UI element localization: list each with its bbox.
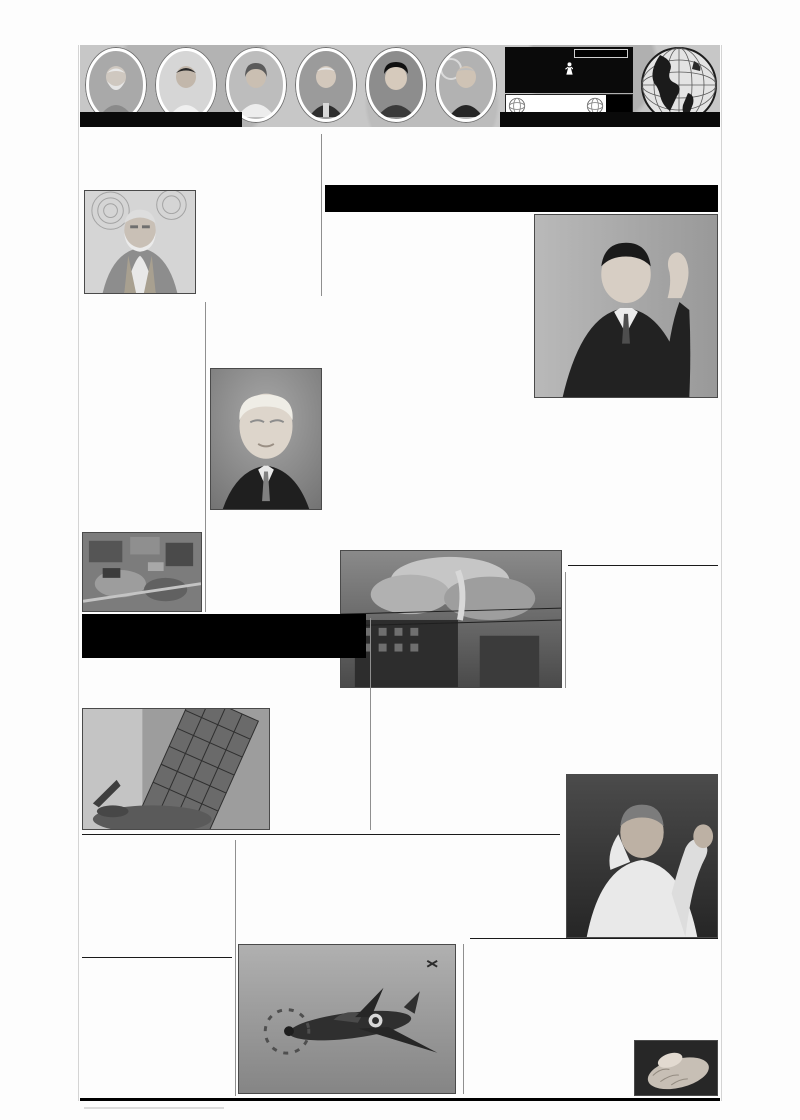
modi-photo [84, 190, 196, 294]
paper-title [510, 58, 628, 78]
singapore-body-right [634, 1010, 718, 1036]
scan-edge-left [78, 45, 79, 1101]
trump-photo [210, 368, 322, 510]
portrait-kim-jong-un [365, 47, 427, 123]
portrait-antonio-guterres [435, 47, 497, 123]
mamata-banerjee-photo [566, 774, 718, 938]
carney-headline [82, 840, 232, 902]
virginia-body [568, 644, 718, 688]
china-warning-headline [325, 131, 718, 183]
china-fire-headline [208, 508, 562, 546]
hands-photo [634, 1040, 718, 1096]
column-rule [205, 302, 206, 612]
rafale-headline [238, 838, 560, 912]
column-rule [321, 134, 322, 296]
taiwan-headline-banner [82, 614, 366, 658]
carney-body [82, 906, 232, 956]
nightclub-aerial-photo [82, 532, 202, 612]
scan-edge-right [721, 45, 722, 1101]
dominican-headline [82, 372, 202, 420]
date-bar-english [80, 112, 242, 127]
column-rule [235, 840, 236, 1096]
saudi-body [82, 1044, 232, 1096]
virginia-subhead [568, 604, 718, 640]
dominican-body [82, 448, 202, 530]
column-rule [463, 944, 464, 1094]
section-rule [568, 565, 718, 566]
china-warning-subhead [325, 185, 718, 212]
gujarati-canada-headline [487, 402, 718, 464]
modi-body-left [82, 298, 198, 370]
date-bar-assamese [500, 112, 720, 127]
nameplate [505, 47, 633, 93]
section-rule [82, 957, 232, 958]
tariff-subhead [212, 333, 562, 363]
waqf-headline [374, 692, 718, 770]
tariff-headline [212, 300, 562, 331]
collapsed-building-photo [82, 708, 270, 830]
waqf-body [374, 774, 560, 834]
taiwan-body-col3 [276, 662, 366, 830]
section-rule [82, 834, 560, 835]
taiwan-body-top [82, 662, 270, 706]
portrait-joe-biden [295, 47, 357, 123]
fighter-plane-photo [238, 944, 456, 1094]
scan-smudge [84, 1107, 224, 1109]
modi-headline [82, 133, 320, 188]
modi-body-right [200, 190, 318, 296]
virginia-headline [568, 568, 718, 602]
singapore-body [470, 1010, 628, 1096]
rafale-body [238, 914, 560, 940]
column-rule [370, 618, 371, 830]
saudi-headline [82, 960, 232, 1042]
edition-strip [574, 49, 628, 58]
nursing-home-fire-photo [340, 550, 562, 688]
person-icon [565, 60, 574, 73]
bottom-border-rule [80, 1098, 720, 1101]
column-rule [565, 572, 566, 688]
section-rule [470, 938, 718, 939]
singapore-headline [470, 942, 718, 1006]
dominican-subhead [82, 420, 202, 444]
china-warning-body [325, 216, 530, 298]
